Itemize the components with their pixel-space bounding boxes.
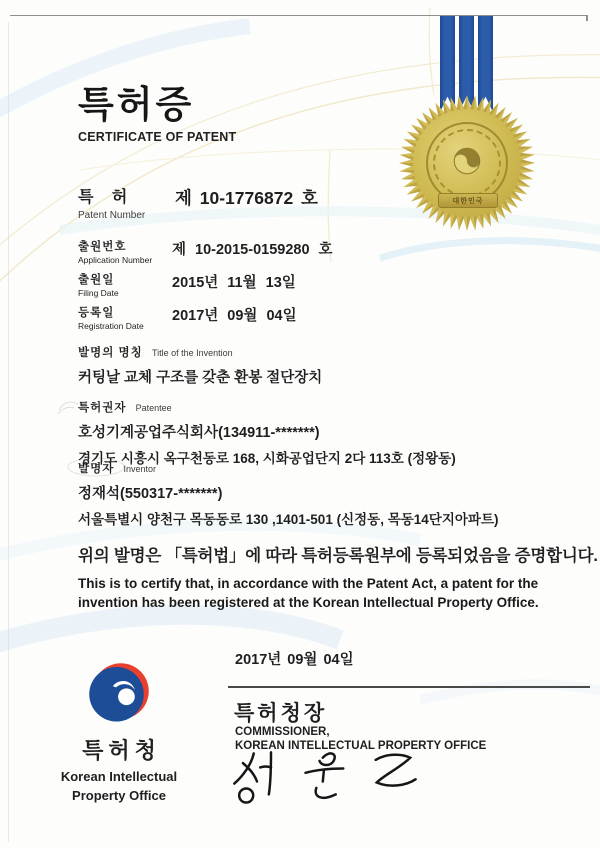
filing-date-row: [78, 271, 296, 298]
filing-date-label-ko: 출원일: [78, 274, 115, 286]
certificate-header: [78, 86, 236, 144]
commissioner-signature: [230, 748, 435, 816]
patent-number-row: [78, 184, 318, 221]
metadata-rows: [78, 238, 333, 337]
invention-title-section: [78, 344, 322, 387]
medal-banner-text: 대한민국: [452, 197, 484, 205]
filing-date-label-en: Filing Date: [78, 288, 119, 298]
agency-name-korean: 특허청: [82, 738, 161, 763]
medal-taegeuk-icon: [450, 144, 484, 178]
filing-date-value: 2015년 11월 13일: [172, 275, 296, 291]
inventor-label-ko: 발명자: [78, 463, 115, 475]
kipo-logo-icon: [88, 662, 150, 724]
application-number-label-ko: 출원번호: [78, 241, 127, 253]
ribbon-stripe: [440, 16, 455, 112]
scan-edge-line: [8, 22, 9, 842]
issue-date: 2017년 09월 04일: [235, 652, 354, 668]
inventor-section: [78, 460, 499, 528]
patentee-section: [78, 399, 456, 467]
page-title-korean: 특허증: [78, 84, 195, 125]
signature-divider-line: [228, 686, 590, 688]
registration-date-row: [78, 304, 297, 331]
agency-name-english-line1: Korean Intellectual: [60, 769, 178, 784]
patent-number-value: 제 10-1776872 호: [175, 188, 318, 208]
patentee-label-en: Patentee: [135, 403, 172, 413]
inventor-label-en: Inventor: [123, 464, 157, 474]
inventor-name: 정재석(550317-*******): [78, 486, 223, 502]
agency-name-english-line2: Property Office: [72, 787, 166, 803]
patentee-name: 호성기계공업주식회사(134911-*******): [78, 425, 320, 441]
registration-date-value: 2017년 09월 04일: [172, 308, 297, 324]
invention-label-en: Title of the Invention: [151, 348, 233, 358]
patentee-address: 경기도 시흥시 옥구천동로 168, 시화공업단지 2다 113호 (정왕동): [78, 451, 456, 466]
medal-banner: [438, 193, 498, 208]
top-border-tick: [586, 15, 588, 21]
application-number-row: [78, 238, 333, 265]
application-number-label-en: Application Number: [78, 255, 153, 265]
top-border-line: [10, 15, 588, 16]
registration-date-label-en: Registration Date: [78, 321, 144, 331]
ribbon-stripe: [478, 16, 493, 112]
patent-number-label-en: Patent Number: [78, 210, 146, 221]
commissioner-title-ko: 특허청장: [234, 702, 328, 725]
statement-english: This is to certify that, in accordance with the Patent Act, a patent for the invention has been registered at the Korean Intellectual Property Office.: [78, 576, 539, 611]
invention-title: 커팅날 교체 구조를 갖춘 환봉 절단장치: [78, 370, 323, 386]
registration-date-label-ko: 등록일: [78, 307, 115, 319]
page-title-english: CERTIFICATE OF PATENT: [78, 130, 237, 144]
certification-statement: [78, 542, 598, 612]
commissioner-title-en2: KOREAN INTELLECTUAL PROPERTY OFFICE: [235, 740, 487, 752]
inventor-address: 서울특별시 양천구 목동동로 130 ,1401-501 (신정동, 목동14단지아파트): [78, 512, 499, 527]
statement-korean: 위의 발명은 「특허법」에 따라 특허등록원부에 등록되었음을 증명합니다.: [78, 547, 598, 565]
invention-label-ko: 발명의 명칭: [78, 347, 143, 359]
application-number-value: 제 10-2015-0159280 호: [172, 242, 333, 258]
agency-name-english: [28, 768, 210, 806]
patent-number-label-ko: 특 허: [78, 189, 135, 206]
patentee-label-ko: 특허권자: [78, 402, 127, 414]
commissioner-title-en1: COMMISSIONER,: [235, 726, 330, 738]
